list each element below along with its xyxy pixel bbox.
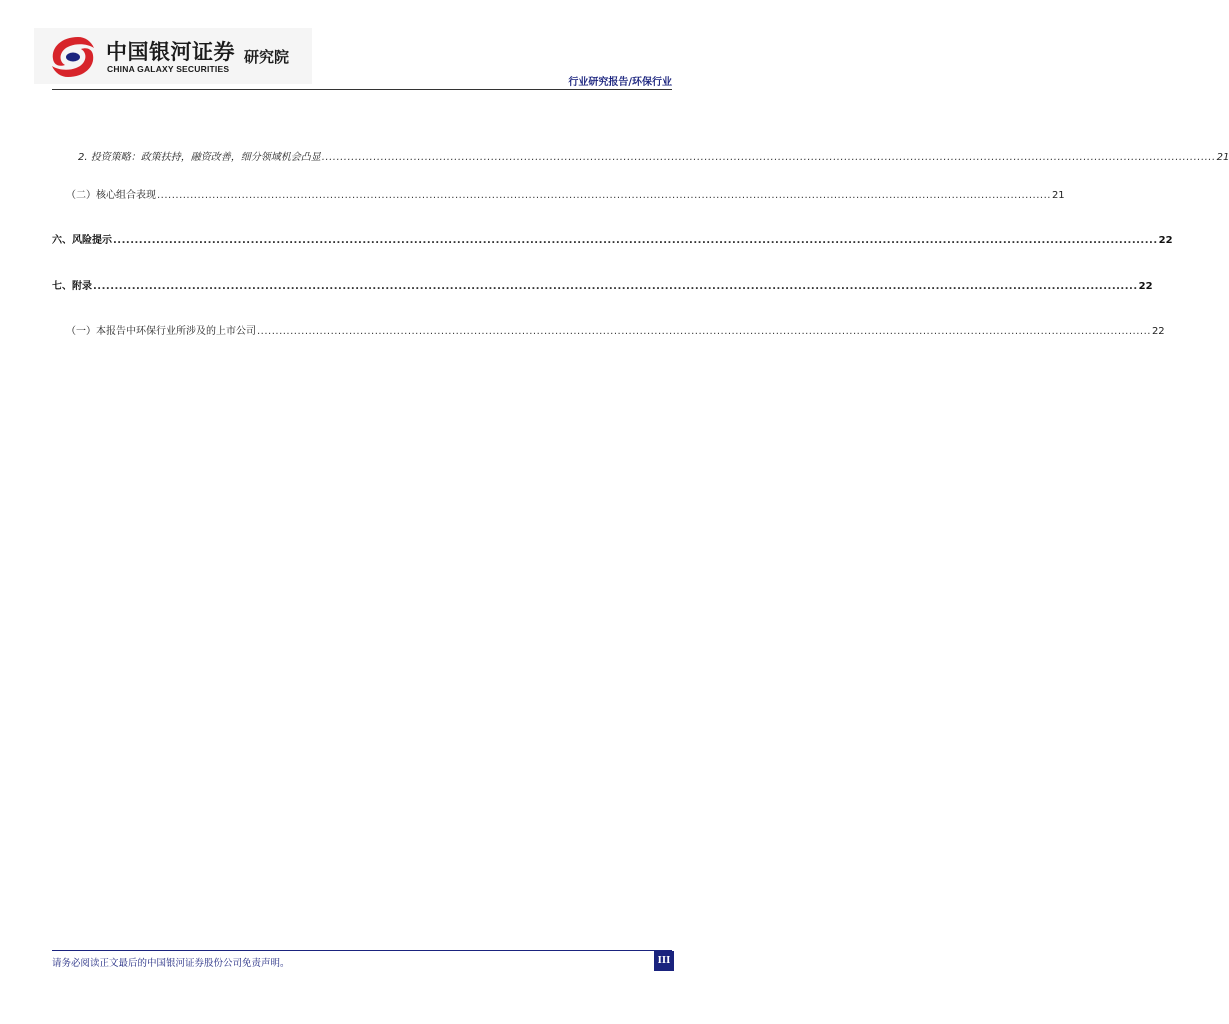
- document-type: 行业研究报告/环保行业: [568, 77, 672, 88]
- toc-entry[interactable]: [66, 322, 1165, 337]
- toc-entry-title: （一）本报告中环保行业所涉及的上市公司: [66, 326, 256, 337]
- toc-entry-title: 六、风险提示: [52, 235, 112, 246]
- toc-leader-dots: ...................................................................................................................................................................................................................................................: [257, 326, 1151, 337]
- toc-entry[interactable]: [52, 231, 1173, 246]
- toc-entry[interactable]: [52, 277, 1153, 292]
- toc-leader-dots: ...................................................................................................................................................................................................................................................: [93, 281, 1138, 292]
- toc-entry-title: 2. 投资策略：政策扶持，融资改善，细分领域机会凸显: [78, 152, 321, 163]
- page-number-badge: III: [654, 951, 674, 971]
- toc-leader-dots: ...................................................................................................................................................................................................................................................: [113, 235, 1158, 246]
- footer-disclaimer: 请务必阅读正文最后的中国银河证券股份公司免责声明。: [52, 958, 290, 969]
- toc-entry-title: 七、附录: [52, 281, 92, 292]
- toc-entry-title: （二）核心组合表现: [66, 190, 156, 201]
- toc-leader-dots: ...................................................................................................................................................................................................................................................: [157, 190, 1051, 201]
- toc-entry[interactable]: [66, 186, 1065, 201]
- footer-divider: [52, 950, 672, 951]
- toc-entry-page: 21: [1051, 190, 1065, 201]
- toc-entry-page: 21: [1216, 152, 1229, 163]
- company-logo: [34, 28, 312, 84]
- toc-entry-page: 22: [1151, 326, 1165, 337]
- toc-entry-page: 22: [1138, 281, 1153, 292]
- toc-entry-page: 22: [1158, 235, 1173, 246]
- logo-institute: 研究院: [244, 48, 290, 66]
- toc-leader-dots: ...................................................................................................................................................................................................................................................: [321, 152, 1216, 163]
- logo-chinese-name: 中国银河证券: [106, 40, 235, 64]
- galaxy-logo-icon: [48, 34, 98, 80]
- header-divider: [52, 89, 672, 90]
- page-header: [0, 0, 724, 100]
- toc-entry[interactable]: [78, 148, 1229, 163]
- logo-english-name: CHINA GALAXY SECURITIES: [107, 64, 230, 74]
